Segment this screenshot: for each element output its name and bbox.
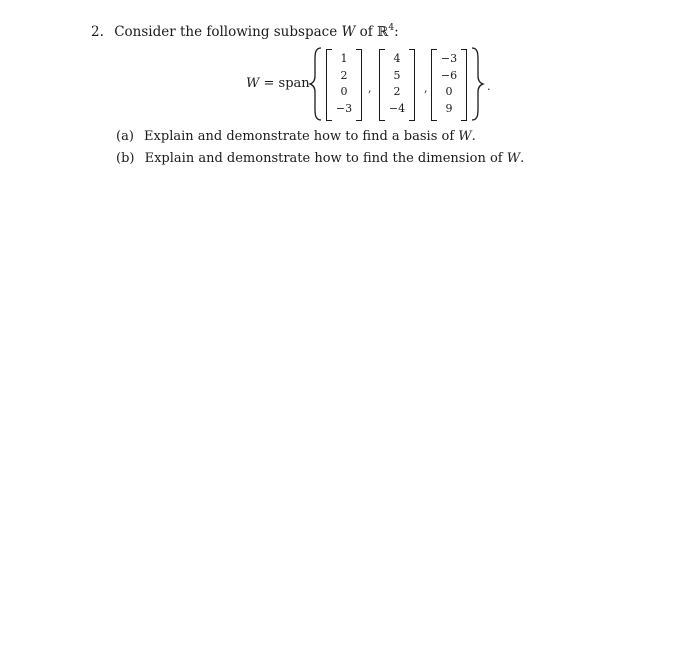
vector-entry: −6 <box>440 68 458 82</box>
vector-entry: 4 <box>393 52 401 65</box>
vector-entry: 1 <box>340 52 348 65</box>
part-text: Explain and demonstrate how to find a basis of <box>144 129 455 144</box>
vector-2 <box>379 49 415 119</box>
part-end: . <box>471 129 476 144</box>
vector-space-exponent: 4 <box>388 23 395 33</box>
part-variable: W <box>458 129 472 144</box>
part-b <box>116 151 524 166</box>
part-variable: W <box>506 151 521 166</box>
part-label: (b) <box>116 151 135 166</box>
equals-span: = span <box>263 76 310 91</box>
problem-colon: : <box>394 24 399 40</box>
vector-entry: 2 <box>393 85 401 98</box>
vector-entry: 2 <box>340 68 348 82</box>
problem-text-of: of <box>359 24 373 40</box>
part-label: (a) <box>116 129 134 144</box>
span-equation-lhs <box>246 76 310 91</box>
equation-variable: W <box>246 76 260 91</box>
separator-comma: , <box>424 82 428 95</box>
vector-entry: 5 <box>393 68 401 82</box>
vector-entry: 0 <box>340 85 348 98</box>
right-curly-brace <box>469 46 485 122</box>
vector-entry: −3 <box>335 101 353 115</box>
vector-entry: 9 <box>445 101 453 115</box>
vector-1 <box>326 49 362 119</box>
part-text: Explain and demonstrate how to find the dimension of <box>144 151 503 166</box>
vector-entry: 0 <box>445 85 453 98</box>
vector-3 <box>431 49 467 119</box>
left-curly-brace <box>308 46 324 122</box>
equation-period: . <box>487 80 491 93</box>
separator-comma: , <box>368 82 372 95</box>
vector-space-symbol: ℝ <box>377 24 389 40</box>
subspace-variable: W <box>341 24 356 40</box>
problem-text: Consider the following subspace <box>114 24 338 40</box>
part-a <box>116 129 476 144</box>
vector-entry: −4 <box>388 101 406 115</box>
vector-entry: −3 <box>440 52 458 65</box>
problem-statement <box>91 23 399 40</box>
problem-number: 2. <box>91 24 104 40</box>
part-end: . <box>520 151 525 166</box>
